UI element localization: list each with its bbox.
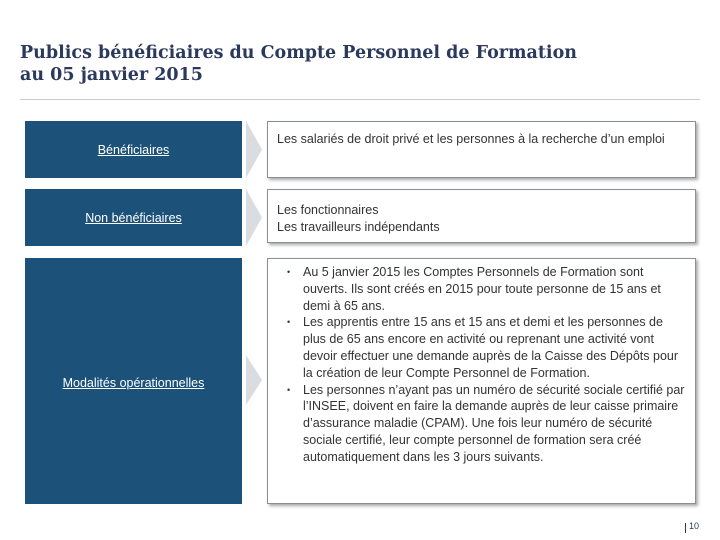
chevron-right-icon	[246, 189, 262, 246]
label-modalites-text: Modalités opérationnelles	[62, 376, 205, 390]
list-item-text: Les personnes n’ayant pas un numéro de sécurité sociale certifié par l’INSEE, doivent en faire la demande auprès de leur caisse primaire d’assurance maladie (CPAM). Une fois leur numéro de sécurité sociale certifié, leur compte personnel de formation sera créé automatiquement dans les 3 jours suivants.	[303, 382, 685, 464]
title-line-1: Publics bénéficiaires du Compte Personnel de Formation	[20, 43, 577, 63]
content-modalites	[267, 258, 696, 504]
list-item	[277, 314, 689, 381]
bullet-icon: •	[287, 317, 291, 328]
footer-divider	[685, 523, 686, 533]
bullet-icon: •	[287, 384, 291, 395]
list-item-text: Les apprentis entre 15 ans et 15 ans et demi et les personnes de plus de 65 ans encore en activité ou reprenant une activité vont devoir effectuer une demande auprès de la Caisse des Dépôts pour la création de leur Compte Personnel de Formation.	[303, 315, 679, 380]
content-line: Les travailleurs indépendants	[277, 219, 440, 234]
title-line-2: au 05 janvier 2015	[20, 65, 203, 85]
content-non-beneficiaires	[267, 189, 696, 243]
content-beneficiaires	[267, 121, 696, 178]
chevron-right-icon	[246, 121, 262, 178]
page-title	[20, 42, 660, 86]
list-item	[277, 264, 689, 314]
bullet-icon: •	[287, 267, 291, 277]
label-non-beneficiaires-text: Non bénéficiaires	[85, 210, 182, 225]
page-number: 10	[689, 521, 700, 531]
label-beneficiaires-text: Bénéficiaires	[97, 142, 170, 157]
label-non-beneficiaires	[25, 189, 242, 246]
title-divider	[20, 99, 700, 100]
bullet-list	[277, 264, 689, 466]
content-text: Les salariés de droit privé et les personnes à la recherche d’un emploi	[277, 132, 665, 146]
chevron-right-icon	[246, 355, 262, 405]
label-modalites-operationnelles	[25, 258, 242, 504]
list-item	[277, 382, 689, 466]
list-item-text: Au 5 janvier 2015 les Comptes Personnels de Formation sont ouverts. Ils sont créés en 2015 pour toute personne de 15 ans et demi à 65 ans.	[303, 265, 661, 313]
content-line: Les fonctionnaires	[277, 203, 379, 217]
label-beneficiaires	[25, 121, 242, 178]
